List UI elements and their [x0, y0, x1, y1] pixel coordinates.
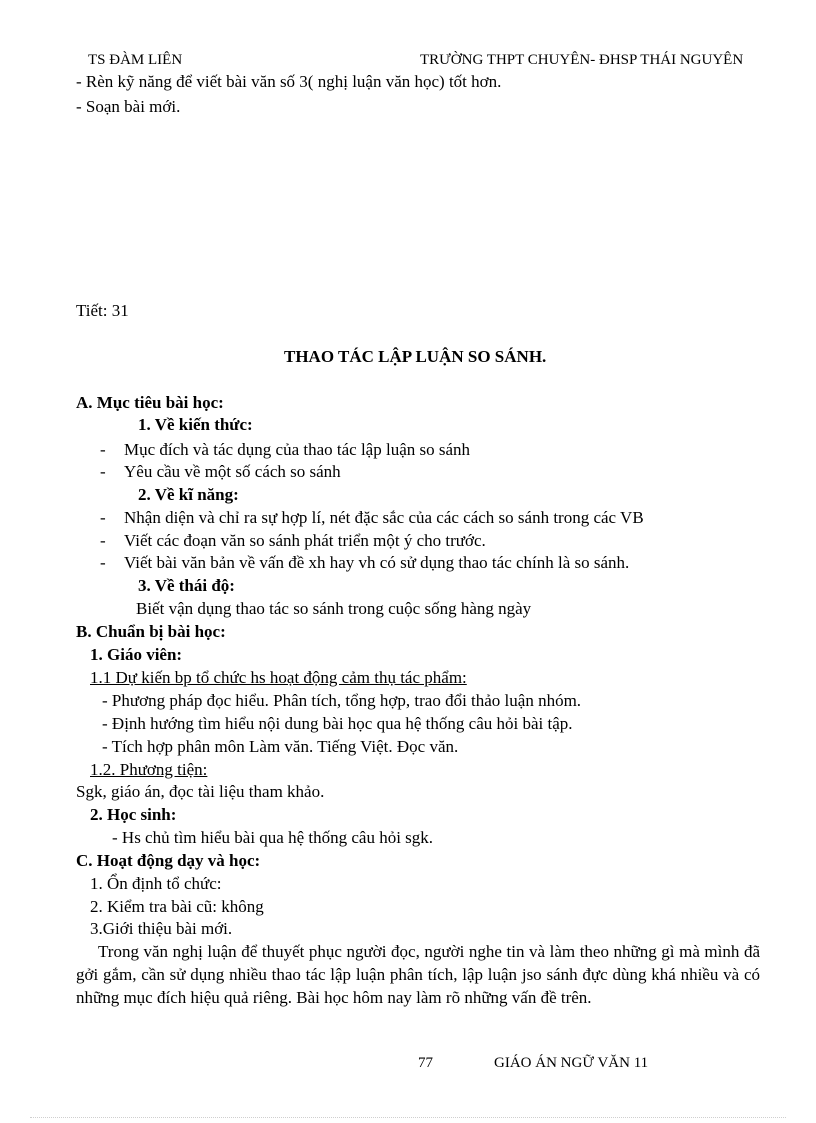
bullet-dash: -	[100, 508, 106, 527]
page-divider	[30, 1117, 786, 1118]
section-b-student-text: - Hs chủ tìm hiểu bài qua hệ thống câu hỏi sgk.	[112, 828, 434, 847]
section-b-means-text: Sgk, giáo án, đọc tài liệu tham khảo.	[76, 782, 325, 801]
section-b-teacher: 1. Giáo viên:	[90, 645, 183, 664]
lesson-title: THAO TÁC LẬP LUẬN SO SÁNH.	[284, 347, 547, 366]
footer-title: GIÁO ÁN NGỮ VĂN 11	[494, 1055, 649, 1071]
header-author: TS ĐÀM LIÊN	[88, 52, 183, 68]
section-a-sub1: 1. Về kiến thức:	[138, 415, 253, 434]
section-a-sub3: 3. Về thái độ:	[138, 576, 235, 595]
page-number: 77	[418, 1055, 433, 1071]
section-a-heading: A. Mục tiêu bài học:	[76, 393, 224, 412]
section-b-means: 1.2. Phương tiện:	[90, 760, 208, 779]
intro-paragraph: Trong văn nghị luận để thuyết phục người đọc, người nghe tin và làm theo những gì mà mình đã gởi gắm, cần sử dụng nhiều thao tác lập luận phân tích, lập luận jso sánh đực dùng khá nhiều và có những mục đích hiệu quả riêng. Bài học hôm nay làm rõ những vấn đề trên.	[76, 942, 760, 1007]
bullet-dash: -	[100, 462, 106, 481]
section-b-heading: B. Chuẩn bị bài học:	[76, 622, 226, 641]
bullet-dash: -	[100, 440, 106, 459]
list-item: - Định hướng tìm hiểu nội dung bài học qua hệ thống câu hỏi bài tập.	[102, 714, 573, 733]
lesson-number: Tiết: 31	[76, 301, 129, 320]
section-b-student: 2. Học sinh:	[90, 805, 177, 824]
list-item: Yêu cầu về một số cách so sánh	[124, 462, 341, 481]
section-c-heading: C. Hoạt động dạy và học:	[76, 851, 261, 870]
list-item: 2. Kiểm tra bài cũ: không	[90, 897, 264, 916]
top-line-1: - Rèn kỹ năng để viết bài văn số 3( nghị luận văn học) tốt hơn.	[76, 72, 502, 91]
list-item: - Tích hợp phân môn Làm văn. Tiếng Việt. Đọc văn.	[102, 737, 459, 756]
section-b-plan: 1.1 Dự kiến bp tổ chức hs hoạt động cảm thụ tác phẩm:	[90, 668, 467, 687]
top-line-2: - Soạn bài mới.	[76, 97, 181, 116]
list-item: Viết bài văn bản về vấn đề xh hay vh có sử dụng thao tác chính là so sánh.	[124, 553, 630, 572]
list-item: 3.Giới thiệu bài mới.	[90, 919, 233, 938]
list-item: Mục đích và tác dụng của thao tác lập luận so sánh	[124, 440, 471, 459]
bullet-dash: -	[100, 553, 106, 572]
list-item: 1. Ổn định tổ chức:	[90, 874, 222, 893]
section-a-sub2: 2. Về kĩ năng:	[138, 485, 239, 504]
list-item: Viết các đoạn văn so sánh phát triển một ý cho trước.	[124, 531, 486, 550]
list-item: Nhận diện và chỉ ra sự hợp lí, nét đặc sắc của các cách so sánh trong các VB	[124, 508, 644, 527]
list-item: - Phương pháp đọc hiểu. Phân tích, tổng hợp, trao đổi thảo luận nhóm.	[102, 691, 582, 710]
header-school: TRƯỜNG THPT CHUYÊN- ĐHSP THÁI NGUYÊN	[420, 52, 744, 68]
bullet-dash: -	[100, 531, 106, 550]
section-a-attitude-text: Biết vận dụng thao tác so sánh trong cuộc sống hàng ngày	[136, 599, 532, 618]
